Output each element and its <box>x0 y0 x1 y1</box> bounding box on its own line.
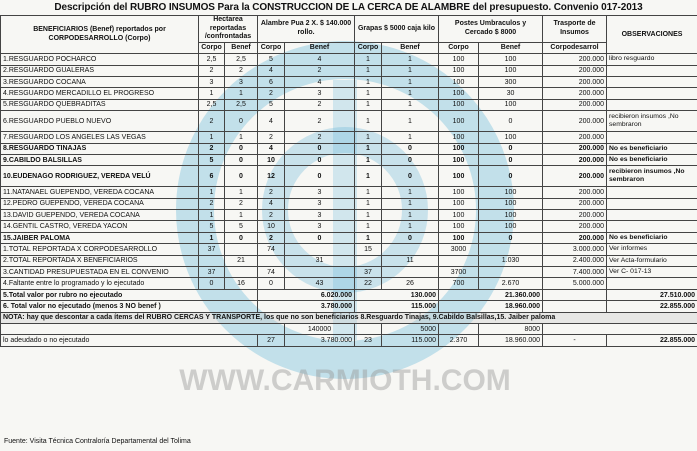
totals-row <box>1 267 697 278</box>
header-row-1 <box>1 16 697 43</box>
cell-name: 4.RESGUARDO MERCADILLO EL PROGRESO <box>1 88 199 99</box>
cell-h-c: 3 <box>199 76 225 87</box>
cell-a-c: 2 <box>258 187 285 198</box>
cell-a-b: 2 <box>285 132 355 143</box>
cell-g-c: 1 <box>355 154 382 165</box>
price-empty <box>1 323 285 334</box>
cell-p-b: 100 <box>479 65 543 76</box>
cell-p-b: 100 <box>479 99 543 110</box>
cell-g-c: 1 <box>355 54 382 65</box>
cell-h-b <box>225 244 258 255</box>
rows-row <box>1 210 697 221</box>
cell-h-c: 1 <box>199 210 225 221</box>
cell-g-c: 1 <box>355 111 382 132</box>
cell-a-c <box>258 255 285 266</box>
cell-obs <box>607 76 697 87</box>
cell-name: 1.TOTAL REPORTADA X CORPODESARROLLO <box>1 244 199 255</box>
cell-t: 7.400.000 <box>543 267 607 278</box>
cell-name: 1.RESGUARDO POCHARCO <box>1 54 199 65</box>
cell-a-c: 2 <box>258 88 285 99</box>
cell-p-b: 0 <box>479 232 543 243</box>
cell-g-b: 0 <box>382 143 439 154</box>
insumos-table <box>0 15 697 347</box>
nota-text: NOTA: hay que descontar a cada ítems del RUBRO CERCAS Y TRANSPORTE, los que no son beneficiarios 8.Resguardo Tinajas, 9.Cabildo Balsillas,15. Jaiber paloma <box>1 312 697 323</box>
cell-p-c: 100 <box>439 221 479 232</box>
cell-p-b: 1.030 <box>479 255 543 266</box>
cell-a-b: 0 <box>285 166 355 187</box>
cell-g-b: 1 <box>382 187 439 198</box>
cell-g-c: 1 <box>355 132 382 143</box>
cell-p-c: 3000 <box>439 244 479 255</box>
cell-p-c: 100 <box>439 65 479 76</box>
cell-name: 3.RESGUARDO COCANA <box>1 76 199 87</box>
price-row <box>1 323 697 334</box>
cell-h-b: 2,5 <box>225 99 258 110</box>
cell-p-c: 100 <box>439 99 479 110</box>
cell-a-b: 2 <box>285 111 355 132</box>
cell-h-b: 3 <box>225 76 258 87</box>
adeudado-g-b: 115.000 <box>382 335 439 346</box>
cell-a-b: 3 <box>285 221 355 232</box>
adeudado-p-b: 18.960.000 <box>479 335 543 346</box>
cell-g-c: 1 <box>355 187 382 198</box>
cell-p-c: 100 <box>439 54 479 65</box>
valor-label: 6. Total valor no ejecutado (menos 3 NO benef ) <box>1 301 258 312</box>
cell-p-b <box>479 244 543 255</box>
cell-h-b: 1 <box>225 187 258 198</box>
rows-row <box>1 54 697 65</box>
cell-a-c: 12 <box>258 166 285 187</box>
price-empty <box>355 323 382 334</box>
cell-g-b: 1 <box>382 99 439 110</box>
cell-g-b: 1 <box>382 198 439 209</box>
cell-t: 200.000 <box>543 154 607 165</box>
cell-g-b: 1 <box>382 54 439 65</box>
cell-h-c: 5 <box>199 221 225 232</box>
cell-g-c: 1 <box>355 198 382 209</box>
cell-a-c: 4 <box>258 143 285 154</box>
cell-a-b: 3 <box>285 88 355 99</box>
subheader-benef: Benef <box>285 42 355 53</box>
cell-t: 200.000 <box>543 198 607 209</box>
cell-p-c: 3700 <box>439 267 479 278</box>
subheader-benef: Benef <box>479 42 543 53</box>
cell-p-c: 100 <box>439 132 479 143</box>
cell-t: 200.000 <box>543 143 607 154</box>
cell-h-c: 2,5 <box>199 99 225 110</box>
cell-h-b: 2,5 <box>225 54 258 65</box>
cell-a-b: 2 <box>285 65 355 76</box>
price-postes: 8000 <box>479 323 543 334</box>
cell-name: 12.PEDRO GUEPENDO, VEREDA COCANA <box>1 198 199 209</box>
cell-g-c: 1 <box>355 65 382 76</box>
cell-h-b: 1 <box>225 88 258 99</box>
cell-name: 14.GENTIL CASTRO, VEREDA YACON <box>1 221 199 232</box>
cell-a-b: 31 <box>285 255 355 266</box>
cell-p-b: 100 <box>479 221 543 232</box>
valor-total: 22.855.000 <box>607 301 697 312</box>
cell-h-b: 0 <box>225 166 258 187</box>
cell-name: 6.RESGUARDO PUEBLO NUEVO <box>1 111 199 132</box>
cell-p-b: 0 <box>479 154 543 165</box>
price-grapas: 5000 <box>382 323 439 334</box>
cell-g-b: 1 <box>382 65 439 76</box>
cell-t: 3.000.000 <box>543 244 607 255</box>
cell-p-b <box>479 267 543 278</box>
cell-h-b: 0 <box>225 232 258 243</box>
cell-g-c: 15 <box>355 244 382 255</box>
valor-alambre: 6.020.000 <box>258 289 355 300</box>
cell-g-b: 1 <box>382 111 439 132</box>
adeudado-a-c: 27 <box>258 335 285 346</box>
cell-p-b: 100 <box>479 198 543 209</box>
cell-t: 200.000 <box>543 99 607 110</box>
cell-obs: Ver informes <box>607 244 697 255</box>
cell-g-b: 26 <box>382 278 439 289</box>
price-empty <box>543 323 697 334</box>
cell-g-b: 11 <box>382 255 439 266</box>
cell-a-c: 5 <box>258 99 285 110</box>
cell-obs <box>607 99 697 110</box>
cell-name: 2.RESGUARDO GUALERAS <box>1 65 199 76</box>
cell-obs: recibieron insumos ,No sembraron <box>607 166 697 187</box>
adeudado-total: 22.855.000 <box>607 335 697 346</box>
cell-a-c: 6 <box>258 76 285 87</box>
cell-name: 15.JAIBER PALOMA <box>1 232 199 243</box>
cell-p-b: 0 <box>479 111 543 132</box>
cell-a-c: 0 <box>258 278 285 289</box>
cell-a-b: 0 <box>285 143 355 154</box>
rows-row <box>1 99 697 110</box>
adeudado-p-c: 2.370 <box>439 335 479 346</box>
cell-h-b: 0 <box>225 154 258 165</box>
cell-obs <box>607 198 697 209</box>
cell-a-b: 2 <box>285 99 355 110</box>
rows-row <box>1 154 697 165</box>
subheader-benef: Benef <box>382 42 439 53</box>
rows-row <box>1 143 697 154</box>
cell-h-b: 2 <box>225 65 258 76</box>
valor-grapas: 130.000 <box>355 289 439 300</box>
cell-h-c: 1 <box>199 232 225 243</box>
cell-g-c: 22 <box>355 278 382 289</box>
cell-obs: No es beneficiario <box>607 232 697 243</box>
valor-label: 5.Total valor por rubro no ejecutado <box>1 289 258 300</box>
cell-t: 2.400.000 <box>543 255 607 266</box>
adeudado-t: - <box>543 335 607 346</box>
cell-p-b: 100 <box>479 187 543 198</box>
cell-g-b: 1 <box>382 88 439 99</box>
cell-a-b <box>285 267 355 278</box>
cell-h-c: 2 <box>199 111 225 132</box>
cell-p-c: 100 <box>439 166 479 187</box>
price-alambre: 140000 <box>285 323 355 334</box>
cell-h-c: 2,5 <box>199 54 225 65</box>
cell-obs: libro resguardo <box>607 54 697 65</box>
totals-row <box>1 255 697 266</box>
cell-g-b: 1 <box>382 210 439 221</box>
cell-p-c: 100 <box>439 143 479 154</box>
cell-p-c <box>439 255 479 266</box>
cell-p-b: 100 <box>479 132 543 143</box>
cell-h-b <box>225 267 258 278</box>
cell-obs <box>607 65 697 76</box>
cell-obs <box>607 187 697 198</box>
document-title: Descripción del RUBRO INSUMOS Para la CONSTRUCCION DE LA CERCA DE ALAMBRE del presupuesto. Convenio 017-2013 <box>54 2 643 13</box>
cell-p-c: 100 <box>439 198 479 209</box>
cell-g-c <box>355 255 382 266</box>
valor-grapas: 115.000 <box>355 301 439 312</box>
cell-p-c: 100 <box>439 76 479 87</box>
cell-t: 5.000.000 <box>543 278 607 289</box>
valor-row <box>1 301 697 312</box>
adeudado-g-c: 23 <box>355 335 382 346</box>
header-transporte: Trasporte de Insumos <box>543 16 607 43</box>
cell-obs <box>607 221 697 232</box>
cell-g-b <box>382 267 439 278</box>
valor-postes: 21.360.000 <box>439 289 543 300</box>
cell-a-b: 3 <box>285 210 355 221</box>
cell-t: 200.000 <box>543 187 607 198</box>
cell-a-c: 4 <box>258 111 285 132</box>
adeudado-row <box>1 335 697 346</box>
cell-g-c: 37 <box>355 267 382 278</box>
adeudado-a-b: 3.780.000 <box>285 335 355 346</box>
cell-g-b: 1 <box>382 221 439 232</box>
cell-a-c: 74 <box>258 244 285 255</box>
cell-h-c: 5 <box>199 154 225 165</box>
header-grapas: Grapas $ 5000 caja kilo <box>355 16 439 43</box>
cell-a-b: 3 <box>285 198 355 209</box>
cell-h-b: 0 <box>225 111 258 132</box>
rows-row <box>1 88 697 99</box>
cell-a-c: 2 <box>258 232 285 243</box>
cell-p-b: 0 <box>479 166 543 187</box>
cell-h-c <box>199 255 225 266</box>
cell-g-c: 1 <box>355 88 382 99</box>
rows-row <box>1 198 697 209</box>
cell-p-c: 100 <box>439 154 479 165</box>
cell-t: 200.000 <box>543 210 607 221</box>
cell-a-c: 10 <box>258 221 285 232</box>
cell-name: 8.RESGUARDO TINAJAS <box>1 143 199 154</box>
cell-g-c: 1 <box>355 221 382 232</box>
cell-name: 7.RESGUARDO LOS ANGELES LAS VEGAS <box>1 132 199 143</box>
cell-g-c: 1 <box>355 210 382 221</box>
cell-obs <box>607 132 697 143</box>
cell-t: 200.000 <box>543 166 607 187</box>
cell-h-b: 1 <box>225 210 258 221</box>
cell-name: 4.Faltante entre lo programado y lo ejecutado <box>1 278 199 289</box>
price-empty <box>439 323 479 334</box>
cell-t: 200.000 <box>543 88 607 99</box>
cell-h-c: 1 <box>199 132 225 143</box>
cell-a-b: 43 <box>285 278 355 289</box>
cell-name: 5.RESGUARDO QUEBRADITAS <box>1 99 199 110</box>
cell-h-c: 2 <box>199 65 225 76</box>
cell-h-c: 6 <box>199 166 225 187</box>
totals-row <box>1 278 697 289</box>
cell-p-c: 100 <box>439 210 479 221</box>
nota-row <box>1 312 697 323</box>
cell-p-b: 2.670 <box>479 278 543 289</box>
cell-a-b <box>285 244 355 255</box>
cell-name: 3.CANTIDAD PRESUPUESTADA EN EL CONVENIO <box>1 267 199 278</box>
cell-p-b: 300 <box>479 76 543 87</box>
cell-t: 200.000 <box>543 111 607 132</box>
cell-h-b: 16 <box>225 278 258 289</box>
cell-a-c: 74 <box>258 267 285 278</box>
cell-obs: No es beneficiario <box>607 154 697 165</box>
cell-p-b: 100 <box>479 210 543 221</box>
cell-t: 200.000 <box>543 54 607 65</box>
cell-a-c: 2 <box>258 132 285 143</box>
subheader-corpo: Corpo <box>258 42 285 53</box>
header-observaciones: OBSERVACIONES <box>607 16 697 54</box>
rows-row <box>1 132 697 143</box>
cell-name: 9.CABILDO BALSILLAS <box>1 154 199 165</box>
adeudado-label: lo adeudado o no ejecutado <box>1 335 258 346</box>
cell-obs: recibieron insumos ,No sembraron <box>607 111 697 132</box>
cell-g-b <box>382 244 439 255</box>
valor-empty <box>543 301 607 312</box>
header-beneficiarios: BENEFICIARIOS (Benef) reportados por CORPODESARROLLO (Corpo) <box>1 16 199 54</box>
valor-alambre: 3.780.000 <box>258 301 355 312</box>
subheader-benef: Benef <box>225 42 258 53</box>
cell-p-c: 100 <box>439 111 479 132</box>
cell-h-c: 2 <box>199 143 225 154</box>
watermark-text: WWW.CARMIOTH.COM <box>179 364 511 397</box>
cell-name: 11.NATANAEL GUEPENDO, VEREDA COCANA <box>1 187 199 198</box>
cell-obs <box>607 278 697 289</box>
cell-obs <box>607 210 697 221</box>
cell-h-c: 1 <box>199 88 225 99</box>
cell-t: 200.000 <box>543 65 607 76</box>
rows-row <box>1 166 697 187</box>
header-hectarea: Hectarea reportadas /confrontadas <box>199 16 258 43</box>
cell-h-b: 1 <box>225 132 258 143</box>
cell-obs: No es beneficiario <box>607 143 697 154</box>
subheader-corpo: Corpo <box>199 42 225 53</box>
cell-h-c: 37 <box>199 267 225 278</box>
subheader-corpo: Corpo <box>355 42 382 53</box>
cell-h-c: 37 <box>199 244 225 255</box>
valor-row <box>1 289 697 300</box>
cell-p-c: 100 <box>439 88 479 99</box>
cell-p-b: 100 <box>479 54 543 65</box>
rows-row <box>1 111 697 132</box>
subheader-corpo: Corpo <box>439 42 479 53</box>
header-postes: Postes Umbraculos y Cercado $ 8000 <box>439 16 543 43</box>
cell-a-c: 10 <box>258 154 285 165</box>
cell-t: 200.000 <box>543 221 607 232</box>
cell-a-c: 5 <box>258 54 285 65</box>
cell-a-c: 4 <box>258 198 285 209</box>
cell-t: 200.000 <box>543 132 607 143</box>
cell-obs <box>607 88 697 99</box>
rows-row <box>1 232 697 243</box>
cell-p-c: 100 <box>439 187 479 198</box>
cell-t: 200.000 <box>543 232 607 243</box>
cell-g-b: 1 <box>382 132 439 143</box>
cell-obs: Ver Acta-formulario <box>607 255 697 266</box>
cell-h-b: 0 <box>225 143 258 154</box>
cell-g-b: 0 <box>382 154 439 165</box>
cell-a-b: 0 <box>285 154 355 165</box>
cell-a-b: 4 <box>285 76 355 87</box>
rows-row <box>1 65 697 76</box>
cell-name: 10.EUDENAGO RODRIGUEZ, VEREDA VELÚ <box>1 166 199 187</box>
cell-name: 2.TOTAL REPORTADA X BENEFICIARIOS <box>1 255 199 266</box>
cell-name: 13.DAVID GUEPENDO, VEREDA COCANA <box>1 210 199 221</box>
cell-p-c: 700 <box>439 278 479 289</box>
valor-total: 27.510.000 <box>607 289 697 300</box>
cell-a-b: 0 <box>285 232 355 243</box>
cell-g-b: 0 <box>382 232 439 243</box>
cell-p-b: 30 <box>479 88 543 99</box>
cell-g-c: 1 <box>355 143 382 154</box>
cell-a-b: 4 <box>285 54 355 65</box>
source-note: Fuente: Visita Técnica Contraloría Departamental del Tolima <box>4 438 191 445</box>
cell-h-c: 2 <box>199 198 225 209</box>
cell-p-b: 0 <box>479 143 543 154</box>
cell-h-b: 21 <box>225 255 258 266</box>
rows-row <box>1 221 697 232</box>
rows-row <box>1 76 697 87</box>
cell-g-c: 1 <box>355 99 382 110</box>
rows-row <box>1 187 697 198</box>
cell-g-c: 1 <box>355 166 382 187</box>
cell-obs: Ver C- 017-13 <box>607 267 697 278</box>
valor-postes: 18.960.000 <box>439 301 543 312</box>
cell-g-b: 0 <box>382 166 439 187</box>
header-alambre: Alambre Pua 2 X. $ 140.000 rollo. <box>258 16 355 43</box>
cell-h-c: 1 <box>199 187 225 198</box>
cell-a-c: 2 <box>258 210 285 221</box>
cell-g-b: 1 <box>382 76 439 87</box>
cell-h-b: 2 <box>225 198 258 209</box>
cell-a-c: 4 <box>258 65 285 76</box>
valor-empty <box>543 289 607 300</box>
cell-g-c: 1 <box>355 76 382 87</box>
cell-a-b: 3 <box>285 187 355 198</box>
subheader-corpodesarrol: Corpodesarrol <box>543 42 607 53</box>
cell-h-c: 0 <box>199 278 225 289</box>
cell-p-c: 100 <box>439 232 479 243</box>
cell-t: 200.000 <box>543 76 607 87</box>
cell-h-b: 5 <box>225 221 258 232</box>
totals-row <box>1 244 697 255</box>
cell-g-c: 1 <box>355 232 382 243</box>
